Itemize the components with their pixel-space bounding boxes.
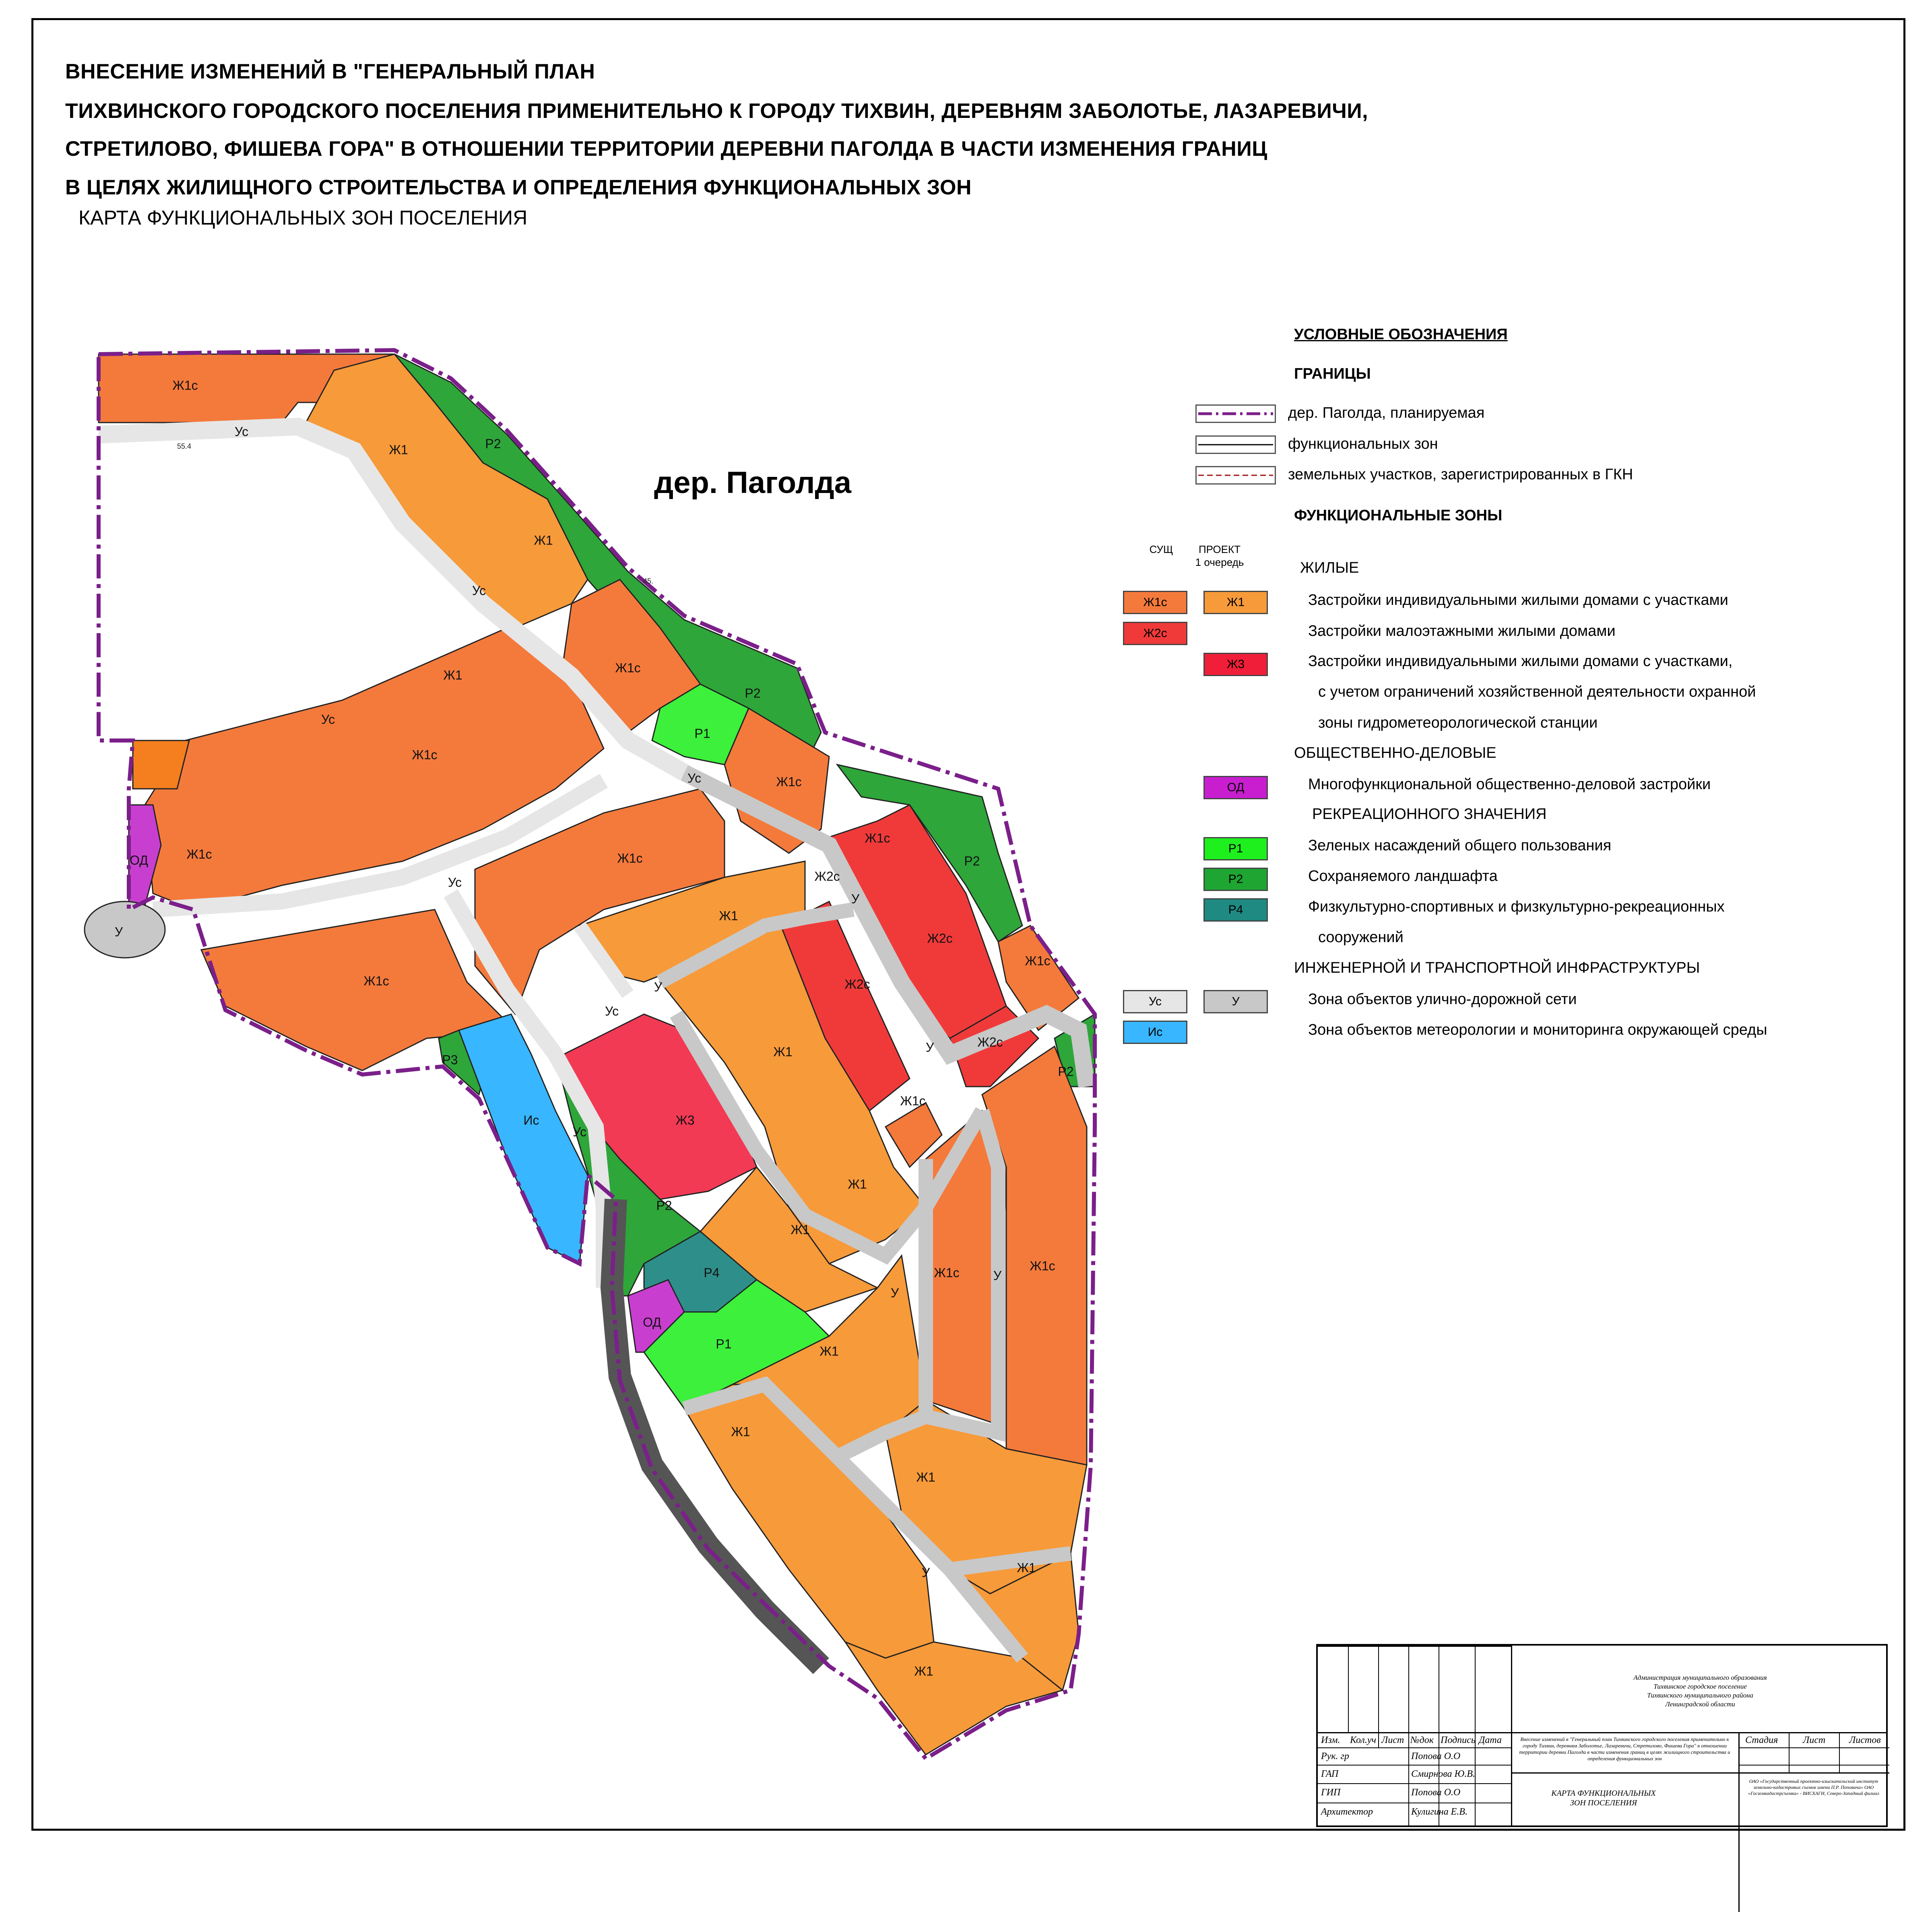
label-zh1c-1: Ж1с (172, 378, 198, 393)
legend-boundaries-header: ГРАНИЦЫ (1294, 365, 1371, 382)
label-od-1: ОД (130, 853, 148, 868)
stage-col: Стадия (1745, 1735, 1778, 1745)
label-uc-5: Ус (448, 875, 462, 890)
label-u-1: У (851, 891, 860, 906)
name-4: Кулигина Е.В. (1411, 1807, 1468, 1817)
legend-zones-header: ФУНКЦИОНАЛЬНЫЕ ЗОНЫ (1294, 507, 1503, 524)
label-uc-4: Ус (687, 771, 702, 786)
name-1: Попова О.О (1411, 1751, 1461, 1761)
swatch-zh3: Ж3 (1203, 653, 1268, 676)
label-r2-5: Р2 (656, 1198, 672, 1213)
recreation-2-text: Сохраняемого ландшафта (1308, 868, 1498, 885)
residential-3-cont2: зоны гидрометеорологической станции (1318, 714, 1598, 731)
col-project: ПРОЕКТ (1198, 543, 1241, 555)
recreation-4-text: Физкультурно-спортивных и физкультурно-рекреационных (1308, 898, 1725, 915)
boundary-zones-swatch (1195, 435, 1276, 454)
legend (1087, 318, 1872, 1062)
village-label: дер. Паголда (654, 466, 852, 500)
label-ic: Ис (523, 1113, 539, 1128)
label-zh1-9: Ж1 (731, 1424, 750, 1439)
label-zh1-7: Ж1 (791, 1222, 810, 1237)
label-zh1c-7: Ж1с (617, 851, 643, 866)
label-r4: Р4 (704, 1265, 720, 1280)
role-1: Рук. гр (1321, 1751, 1349, 1761)
role-2: ГАП (1321, 1769, 1339, 1779)
label-u-3: У (654, 980, 663, 994)
label-zh1-12: Ж1 (914, 1664, 933, 1679)
boundary-plots-label: земельных участков, зарегистрированных в ГКН (1288, 466, 1633, 483)
recreation-header: РЕКРЕАЦИОННОГО ЗНАЧЕНИЯ (1312, 806, 1547, 823)
residential-1-text: Застройки индивидуальными жилыми домами с участками (1308, 592, 1728, 608)
label-zh1c-6: Ж1с (186, 847, 212, 862)
label-zh1-11: Ж1 (1017, 1560, 1036, 1575)
title-line-2: ТИХВИНСКОГО ГОРОДСКОГО ПОСЕЛЕНИЯ ПРИМЕНИТЕЛЬНО К ГОРОДУ ТИХВИН, ДЕРЕВНЯМ ЗАБОЛОТЬЕ, ЛАЗАРЕВИЧИ, (65, 99, 1368, 123)
org-line-1: Администрация муниципального образования (1633, 1674, 1767, 1681)
label-u-6: У (890, 1285, 899, 1300)
boundary-zones-label: функциональных зон (1288, 435, 1438, 452)
label-zh2c-2: Ж2с (927, 931, 953, 946)
swatch-r4: Р4 (1203, 898, 1268, 922)
role-4: Архитектор (1321, 1807, 1373, 1817)
infra-header: ИНЖЕНЕРНОЙ И ТРАНСПОРТНОЙ ИНФРАСТРУКТУРЫ (1294, 959, 1700, 976)
label-r1-1: Р1 (694, 726, 710, 741)
company: ОАО «Государственный проектно-изыскательский институт земельно-кадастровых съемок имени П.Р. Поповича» ОАО «Госземкадастрсъемка» - ВИСХАГИ, Северо-Западный филиал (1748, 1778, 1879, 1796)
label-zh1-3: Ж1 (443, 668, 462, 683)
hdr-izm: Изм. (1321, 1735, 1340, 1745)
project-description: Внесение изменений в "Генеральный план Тихвинского городского поселения применительно к городу Тихвин, деревням Заболотье, Лазаревичи, Стретилово, Фишева Гора" в отношении территории деревни Паголда в части изменения границ в целях жилищного строительства и определения функциональных зон (1519, 1736, 1730, 1761)
label-zh2c-4: Ж2с (977, 1035, 1003, 1050)
swatch-ic: Ис (1123, 1021, 1187, 1044)
label-uc-3: Ус (321, 712, 335, 727)
swatch-zh2c: Ж2с (1123, 622, 1187, 645)
role-3: ГИП (1321, 1787, 1341, 1798)
hdr-list: Лист (1381, 1735, 1404, 1745)
boundary-planned-swatch (1195, 404, 1276, 423)
org-line-4: Ленинградской области (1665, 1700, 1735, 1708)
label-zh1c-5: Ж1с (865, 831, 890, 846)
swatch-od: ОД (1203, 776, 1268, 799)
title-line-4: В ЦЕЛЯХ ЖИЛИЩНОГО СТРОИТЕЛЬСТВА И ОПРЕДЕЛЕНИЯ ФУНКЦИОНАЛЬНЫХ ЗОН (65, 176, 972, 199)
label-zh1-4: Ж1 (719, 908, 738, 923)
boundary-planned-label: дер. Паголда, планируемая (1288, 404, 1485, 421)
label-zh1c-9: Ж1с (1025, 953, 1051, 968)
hdr-koluch: Кол.уч (1350, 1735, 1376, 1745)
label-r1-2: Р1 (716, 1337, 732, 1351)
label-uc-2: Ус (472, 583, 486, 598)
label-zh1-1: Ж1 (389, 442, 408, 457)
label-zh1-2: Ж1 (534, 533, 553, 548)
map-subtitle: КАРТА ФУНКЦИОНАЛЬНЫХ ЗОН ПОСЕЛЕНИЯ (78, 206, 528, 229)
label-zh2c-3: Ж2с (844, 977, 870, 992)
title-line-1: ВНЕСЕНИЕ ИЗМЕНЕНИЙ В "ГЕНЕРАЛЬНЫЙ ПЛАН (65, 60, 595, 83)
sheet-name: КАРТА ФУНКЦИОНАЛЬНЫХ ЗОН ПОСЕЛЕНИЯ (1551, 1789, 1656, 1807)
swatch-r2: Р2 (1203, 868, 1268, 891)
label-zh1c-11: Ж1с (934, 1265, 960, 1280)
label-r2-1: Р2 (485, 436, 501, 451)
col-project-sub: 1 очередь (1195, 556, 1244, 568)
hdr-ndok: №док (1410, 1735, 1434, 1745)
hdr-data: Дата (1479, 1735, 1502, 1745)
label-zh2c-1: Ж2с (814, 869, 840, 884)
recreation-1-text: Зеленых насаждений общего пользования (1308, 837, 1612, 854)
label-r2-2: Р2 (745, 686, 761, 701)
label-uc-7: Ус (572, 1124, 587, 1139)
label-r2-4: Р2 (1058, 1064, 1074, 1079)
residential-3-cont1: с учетом ограничений хозяйственной деятельности охранной (1318, 683, 1756, 700)
swatch-uc: Ус (1123, 990, 1187, 1013)
label-r3: Р3 (442, 1052, 458, 1067)
label-u-4: У (925, 1040, 934, 1055)
recreation-4-cont: сооружений (1318, 929, 1404, 946)
col-existing: СУЩ (1149, 543, 1173, 555)
name-2: Смирнова Ю.В. (1411, 1769, 1475, 1779)
name-3: Попова О.О (1411, 1787, 1461, 1798)
swatch-zh1: Ж1 (1203, 591, 1268, 614)
label-u-2: У (114, 924, 123, 939)
label-zh1c-3: Ж1с (412, 747, 438, 762)
zone-u-west-plaza[interactable] (85, 901, 165, 958)
residential-2-text: Застройки малоэтажными жилыми домами (1308, 623, 1616, 639)
swatch-r1: Р1 (1203, 837, 1268, 860)
swatch-u: У (1203, 990, 1268, 1013)
public-header: ОБЩЕСТВЕННО-ДЕЛОВЫЕ (1294, 745, 1496, 761)
label-zh1-10: Ж1 (916, 1470, 935, 1485)
label-zh1c-4: Ж1с (776, 774, 802, 789)
boundary-plots-swatch (1195, 466, 1276, 485)
elevation-mark-1: 55.4 (177, 442, 192, 450)
public-text: Многофункциональной общественно-деловой застройки (1308, 776, 1711, 793)
label-uc-6: Ус (605, 1004, 619, 1019)
hdr-podpis: Подпись (1441, 1735, 1476, 1745)
label-zh1c-8: Ж1с (363, 974, 389, 988)
swatch-zh1c: Ж1с (1123, 591, 1187, 614)
residential-header: ЖИЛЫЕ (1300, 559, 1359, 576)
residential-3-text: Застройки индивидуальными жилыми домами с участками, (1308, 653, 1733, 670)
org-line-3: Тихвинского муниципального района (1647, 1691, 1753, 1699)
sheet-col: Лист (1803, 1735, 1826, 1745)
title-line-3: СТРЕТИЛОВО, ФИШЕВА ГОРА" В ОТНОШЕНИИ ТЕРРИТОРИИ ДЕРЕВНИ ПАГОЛДА В ЧАСТИ ИЗМЕНЕНИЯ ГРАНИЦ (65, 137, 1267, 161)
title-block (1316, 1644, 1888, 1827)
elevation-mark-2: 45. (643, 577, 654, 585)
label-zh3: Ж3 (675, 1113, 695, 1128)
label-zh1-6: Ж1 (848, 1177, 867, 1192)
label-u-5: У (993, 1268, 1002, 1283)
sheets-col: Листов (1849, 1735, 1881, 1745)
label-zh1c-12: Ж1с (1030, 1258, 1055, 1273)
infra-2-text: Зона объектов метеорологии и мониторинга окружающей среды (1308, 1021, 1767, 1038)
label-zh1c-10: Ж1с (900, 1093, 926, 1108)
infra-1-text: Зона объектов улично-дорожной сети (1308, 991, 1577, 1008)
label-r2-3: Р2 (964, 854, 980, 868)
label-uc-1: Ус (234, 424, 249, 439)
org-line-2: Тихвинское городское поселение (1653, 1683, 1747, 1690)
label-u-7: У (921, 1565, 930, 1580)
legend-header: УСЛОВНЫЕ ОБОЗНАЧЕНИЯ (1294, 326, 1508, 343)
label-zh1-8: Ж1 (819, 1344, 839, 1359)
label-zh1-5: Ж1 (773, 1044, 793, 1059)
label-zh1c-2: Ж1с (615, 660, 641, 675)
label-od-2: ОД (643, 1315, 661, 1330)
